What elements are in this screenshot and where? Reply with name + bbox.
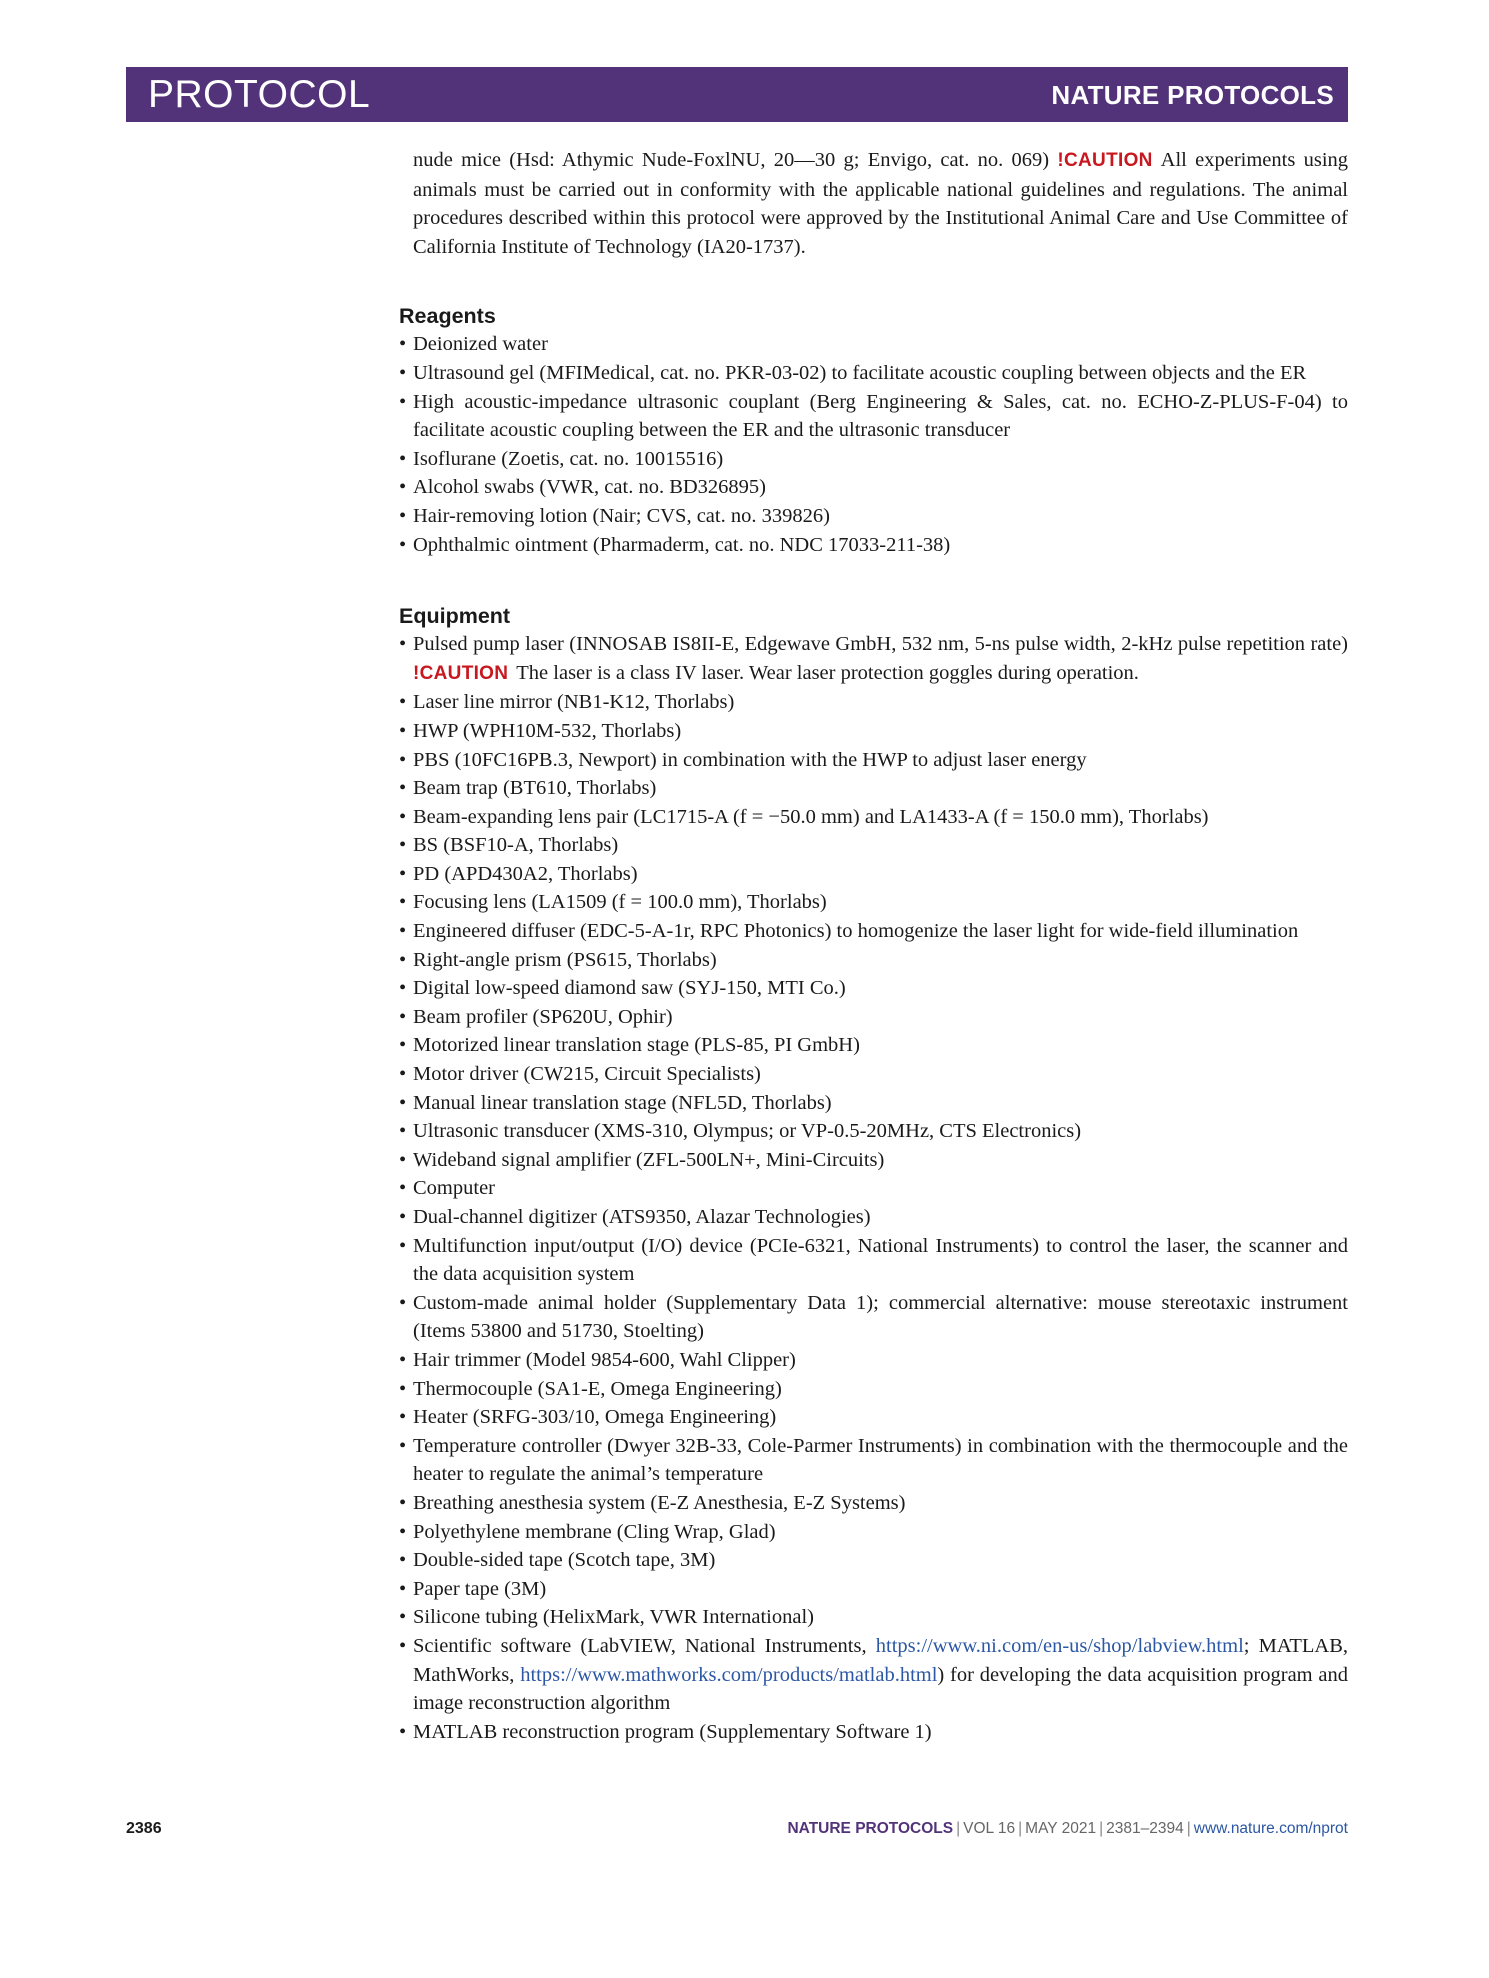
- intro-text-2: All experiments using animals must be carried out in conformity with the applicable national guidelines and regulations. The animal procedures described within this protocol were approved by the Institutional Animal Care and Use Committee of California Institute of Technology (IA20-1737).: [413, 149, 1349, 258]
- intro-paragraph: [399, 146, 1348, 261]
- list-item: • Alcohol swabs (VWR, cat. no. BD326895): [399, 473, 1348, 502]
- list-item: • High acoustic-impedance ultrasonic couplant (Berg Engineering & Sales, cat. no. ECHO-Z-PLUS-F-04) to facilitate acoustic coupling between the ER and the ultrasonic transducer: [399, 388, 1348, 445]
- footer-date: MAY 2021: [1025, 1820, 1097, 1837]
- list-item: • Focusing lens (LA1509 (f = 100.0 mm), Thorlabs): [399, 888, 1348, 917]
- list-item: • Polyethylene membrane (Cling Wrap, Glad): [399, 1518, 1348, 1547]
- labview-link[interactable]: https://www.ni.com/en-us/shop/labview.html: [875, 1634, 1244, 1657]
- footer-journal: NATURE PROTOCOLS: [787, 1820, 954, 1837]
- list-item: • Double-sided tape (Scotch tape, 3M): [399, 1546, 1348, 1575]
- list-item: • HWP (WPH10M-532, Thorlabs): [399, 717, 1348, 746]
- software-text-c: ) for developing the data acquisition program and image reconstruction algorithm: [413, 1663, 1349, 1715]
- list-item: • MATLAB reconstruction program (Supplementary Software 1): [399, 1718, 1348, 1747]
- list-item: • Motor driver (CW215, Circuit Specialists): [399, 1060, 1348, 1089]
- reagents-heading: Reagents: [399, 304, 496, 329]
- header-journal-name: NATURE PROTOCOLS: [1051, 79, 1334, 110]
- list-item: • Computer: [399, 1174, 1348, 1203]
- equipment-list: [399, 630, 1348, 1746]
- list-item: • Temperature controller (Dwyer 32B-33, Cole-Parmer Instruments) in combination with the thermocouple and the heater to regulate the animal’s temperature: [399, 1432, 1348, 1489]
- list-item: • BS (BSF10-A, Thorlabs): [399, 831, 1348, 860]
- header-bar: [126, 67, 1348, 122]
- list-item: • Paper tape (3M): [399, 1575, 1348, 1604]
- footer-separator: |: [1186, 1820, 1191, 1837]
- list-item: • Manual linear translation stage (NFL5D, Thorlabs): [399, 1089, 1348, 1118]
- reagents-list: [399, 330, 1348, 559]
- software-text-b: ; MATLAB, MathWorks,: [413, 1634, 1349, 1686]
- list-item: • Ultrasonic transducer (XMS-310, Olympus; or VP-0.5-20MHz, CTS Electronics): [399, 1117, 1348, 1146]
- footer-separator: |: [1099, 1820, 1104, 1837]
- footer-separator: |: [956, 1820, 961, 1837]
- footer-separator: |: [1018, 1820, 1023, 1837]
- footer-url[interactable]: www.nature.com/nprot: [1193, 1820, 1348, 1837]
- list-item: • Right-angle prism (PS615, Thorlabs): [399, 946, 1348, 975]
- equipment-heading: Equipment: [399, 604, 511, 629]
- list-item: • Deionized water: [399, 330, 1348, 359]
- list-item: • Beam-expanding lens pair (LC1715-A (f = −50.0 mm) and LA1433-A (f = 150.0 mm), Thorlabs): [399, 803, 1348, 832]
- list-item: • Heater (SRFG-303/10, Omega Engineering): [399, 1403, 1348, 1432]
- list-item: • Hair trimmer (Model 9854-600, Wahl Clipper): [399, 1346, 1348, 1375]
- footer-volume: VOL 16: [963, 1820, 1016, 1837]
- laser-text-2: The laser is a class IV laser. Wear laser protection goggles during operation.: [516, 661, 1139, 684]
- list-item: • Beam trap (BT610, Thorlabs): [399, 774, 1348, 803]
- page-number: 2386: [126, 1820, 162, 1837]
- laser-text: Pulsed pump laser (INNOSAB IS8II-E, Edgewave GmbH, 532 nm, 5-ns pulse width, 2-kHz pulse repetition rate): [413, 633, 1348, 656]
- main-content: [399, 146, 1348, 1746]
- list-item: • Laser line mirror (NB1-K12, Thorlabs): [399, 688, 1348, 717]
- list-item: • Motorized linear translation stage (PLS-85, PI GmbH): [399, 1031, 1348, 1060]
- list-item: [399, 1632, 1348, 1718]
- list-item: • Dual-channel digitizer (ATS9350, Alazar Technologies): [399, 1203, 1348, 1232]
- list-item: • Custom-made animal holder (Supplementary Data 1); commercial alternative: mouse stereotaxic instrument (Items 53800 and 51730, Stoelting): [399, 1289, 1348, 1346]
- footer-pages: 2381–2394: [1106, 1820, 1184, 1837]
- matlab-link[interactable]: https://www.mathworks.com/products/matlab.html: [520, 1663, 938, 1686]
- caution-label: !CAUTION: [413, 662, 509, 684]
- list-item: • Engineered diffuser (EDC-5-A-1r, RPC Photonics) to homogenize the laser light for wide-field illumination: [399, 917, 1348, 946]
- list-item: • PD (APD430A2, Thorlabs): [399, 860, 1348, 889]
- intro-text: nude mice (Hsd: Athymic Nude-FoxlNU, 20—30 g; Envigo, cat. no. 069): [413, 149, 1050, 171]
- list-item: • Hair-removing lotion (Nair; CVS, cat. no. 339826): [399, 502, 1348, 531]
- list-item: • Isoflurane (Zoetis, cat. no. 10015516): [399, 445, 1348, 474]
- footer-citation: [787, 1820, 1348, 1838]
- list-item: • Multifunction input/output (I/O) device (PCIe-6321, National Instruments) to control the laser, the scanner and the data acquisition system: [399, 1232, 1348, 1289]
- caution-label: !CAUTION: [1057, 150, 1153, 171]
- list-item: • PBS (10FC16PB.3, Newport) in combination with the HWP to adjust laser energy: [399, 746, 1348, 775]
- header-article-type: PROTOCOL: [148, 73, 371, 116]
- list-item: • Beam profiler (SP620U, Ophir): [399, 1003, 1348, 1032]
- list-item: • Silicone tubing (HelixMark, VWR International): [399, 1603, 1348, 1632]
- list-item: • Ophthalmic ointment (Pharmaderm, cat. no. NDC 17033-211-38): [399, 531, 1348, 560]
- list-item: • Ultrasound gel (MFIMedical, cat. no. PKR-03-02) to facilitate acoustic coupling between objects and the ER: [399, 359, 1348, 388]
- list-item: • Thermocouple (SA1-E, Omega Engineering): [399, 1375, 1348, 1404]
- list-item: • Wideband signal amplifier (ZFL-500LN+, Mini-Circuits): [399, 1146, 1348, 1175]
- list-item: • Digital low-speed diamond saw (SYJ-150, MTI Co.): [399, 974, 1348, 1003]
- list-item: [399, 630, 1348, 688]
- list-item: • Breathing anesthesia system (E-Z Anesthesia, E-Z Systems): [399, 1489, 1348, 1518]
- software-text-a: Scientific software (LabVIEW, National Instruments,: [413, 1634, 867, 1657]
